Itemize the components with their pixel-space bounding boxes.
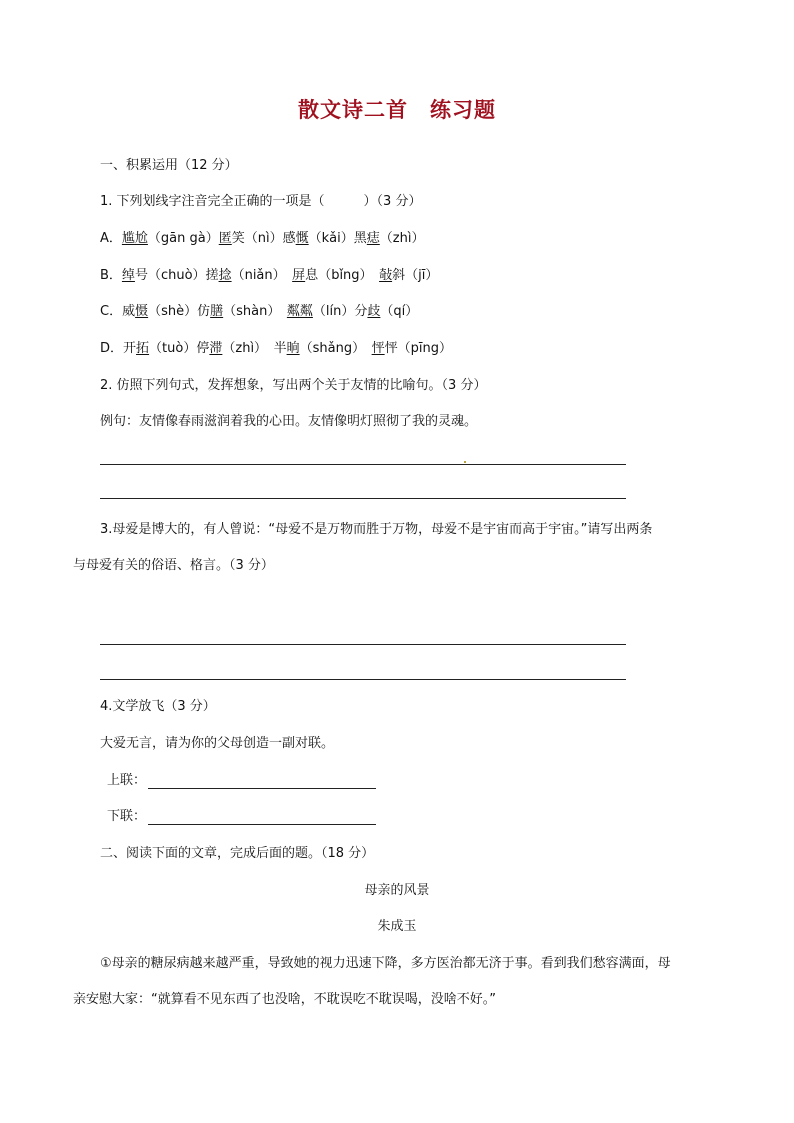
plain-char: 笑 [231,231,245,246]
pinyin: （lín） [312,304,355,319]
q2-answer-line-1[interactable] [100,464,626,465]
underlined-word: 粼粼 [286,304,313,319]
pinyin: （zhì） [222,341,261,356]
pinyin: （gān gà） [147,231,219,246]
plain-char: 半 [273,341,287,356]
stray-mark [464,461,466,463]
plain-char: 仿 [197,304,211,319]
pinyin: （shǎng） [299,341,359,356]
q3-answer-line-1[interactable] [100,644,626,645]
plain-char: 怦 [384,341,398,356]
q1-option-a [100,230,424,248]
lower-couplet-label: 下联： [107,809,147,824]
option-prefix: A． [100,231,122,246]
underlined-char: 膳 [210,304,224,319]
pinyin: （qí） [380,304,419,319]
plain-char: 威 [122,304,136,319]
article-title: 母亲的风景 [364,883,430,898]
plain-char: 停 [196,341,210,356]
pinyin: （bǐng） [318,268,367,283]
underlined-char: 滞 [209,341,223,356]
q3-answer-line-2[interactable] [100,679,626,680]
q2-answer-line-2[interactable] [100,498,626,499]
pinyin: （chuò） [147,268,206,283]
plain-char: 黑 [353,231,367,246]
q2-stem: 2. 仿照下列句式，发挥想象，写出两个关于友情的比喻句。（3 分） [100,378,487,393]
plain-char: 息 [305,268,319,283]
paragraph-1-line-1: ①母亲的糖尿病越来越严重，导致她的视力迅速下降，多方医治都无济于事。看到我们愁容满面，母 [100,956,671,971]
pinyin: （jī） [405,268,439,283]
underlined-char: 慑 [135,304,149,319]
q2-example: 例句：友情像春雨滋润着我的心田。友情像明灯照彻了我的灵魂。 [100,414,478,429]
underlined-char: 痣 [366,231,380,246]
pinyin: （zhì） [379,231,425,246]
underlined-char: 怦 [371,341,385,356]
plain-char: 搓 [205,268,219,283]
underlined-char: 慨 [295,231,309,246]
option-prefix: D． [100,341,124,356]
underlined-char: 晌 [286,341,300,356]
underlined-char: 拓 [136,341,150,356]
underlined-char: 屏 [292,268,306,283]
upper-couplet-blank[interactable] [148,788,376,789]
underlined-char: 匿 [218,231,232,246]
option-prefix: B． [100,268,122,283]
plain-char: 开 [123,341,137,356]
pinyin: （pīng） [397,341,452,356]
plain-char: 斜 [392,268,406,283]
underlined-char: 绰 [121,268,135,283]
q4-intro: 大爱无言，请为你的父母创造一副对联。 [100,736,335,751]
pinyin: （shàn） [223,304,274,319]
article-author: 朱成玉 [377,919,417,934]
plain-char: 感 [282,231,296,246]
paragraph-1-line-2: 亲安慰大家：“就算看不见东西了也没啥，不耽误吃不耽误喝，没啥不好。” [73,992,496,1007]
pinyin: （kǎi） [308,231,354,246]
q1-option-c [100,303,418,321]
underlined-word: 尴尬 [121,231,148,246]
underlined-char: 敧 [379,268,393,283]
pinyin: （niǎn） [231,268,280,283]
underlined-char: 歧 [367,304,381,319]
option-prefix: C． [100,304,123,319]
lower-couplet-blank[interactable] [148,824,376,825]
underlined-char: 捻 [218,268,232,283]
q1-option-b [100,267,438,285]
section1-heading: 一、积累运用（12 分） [100,158,238,173]
pinyin: （shè） [148,304,198,319]
q4-stem: 4.文学放飞（3 分） [100,699,216,714]
document-title: 散文诗二首 练习题 [298,97,496,122]
pinyin: （nì） [244,231,283,246]
q3-stem-line-1: 3.母爱是博大的，有人曾说：“母爱不是万物而胜于万物，母爱不是宇宙而高于宇宙。”请写出两条 [100,522,653,537]
pinyin: （tuò） [149,341,197,356]
plain-char: 号 [134,268,148,283]
section2-heading: 二、阅读下面的文章，完成后面的题。（18 分） [100,846,375,861]
plain-char: 分 [354,304,368,319]
upper-couplet-label: 上联： [107,773,147,788]
q1-option-d [100,340,452,358]
q3-stem-line-2: 与母爱有关的俗语、格言。（3 分） [73,558,274,573]
q1-stem: 1. 下列划线字注音完全正确的一项是（ ）（3 分） [100,194,422,209]
